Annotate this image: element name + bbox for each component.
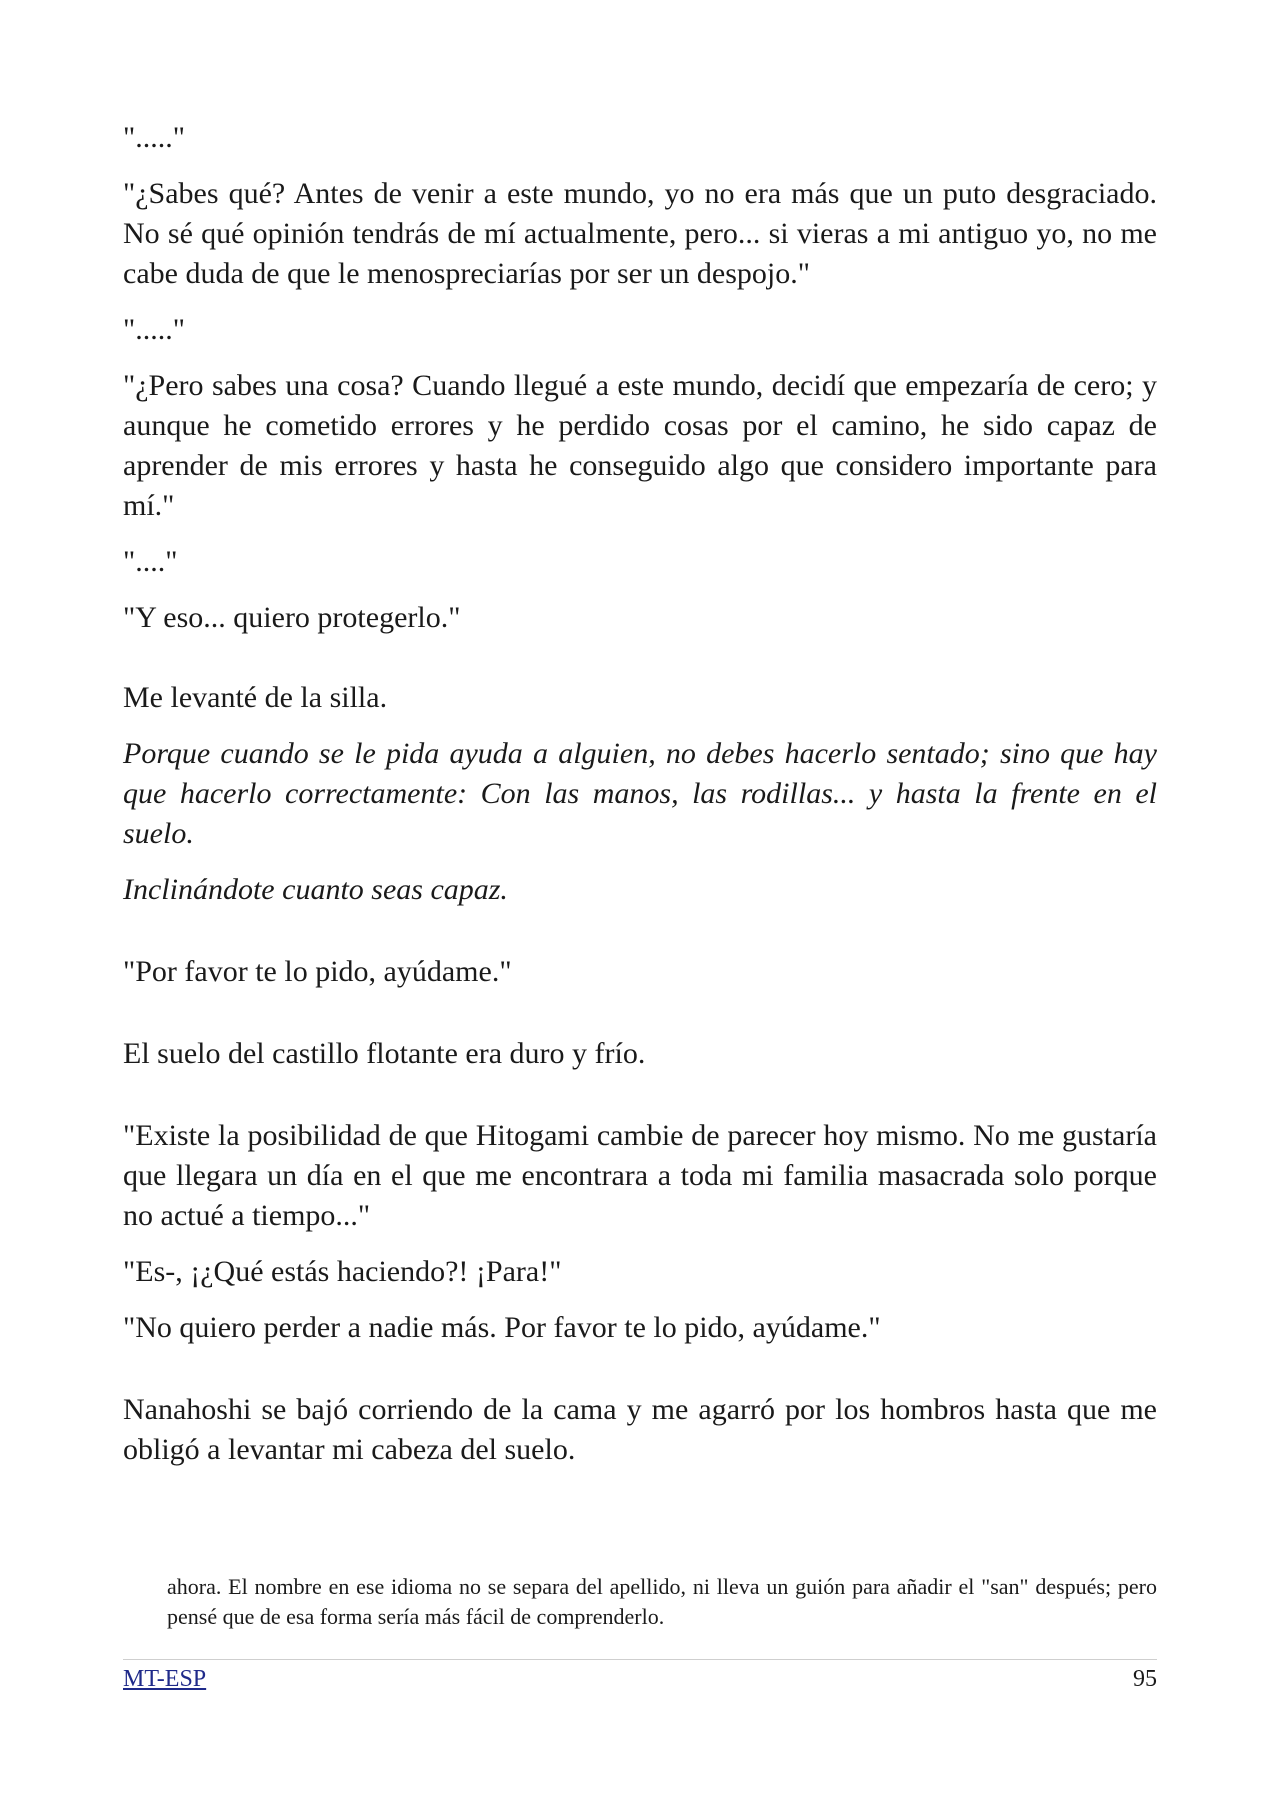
paragraph: Me levanté de la silla. bbox=[123, 681, 388, 714]
footnote: ahora. El nombre en ese idioma no se separa del apellido, ni lleva un guión para añadir el "san" después; pero pensé que de esa forma sería más fácil de comprenderlo. bbox=[167, 1574, 1157, 1629]
paragraph: Nanahoshi se bajó corriendo de la cama y me agarró por los hombros hasta que me obligó a levantar mi cabeza del suelo. bbox=[123, 1393, 1157, 1466]
paragraph: "...." bbox=[123, 545, 178, 578]
paragraph: "¿Sabes qué? Antes de venir a este mundo, yo no era más que un puto desgraciado. No sé qué opinión tendrás de mí actualmente, pero... si vieras a mi antiguo yo, no me cabe duda de que le menospreciarías por ser un despojo." bbox=[123, 177, 1157, 290]
paragraph-italic: Inclinándote cuanto seas capaz. bbox=[123, 873, 508, 906]
paragraph: "Existe la posibilidad de que Hitogami cambie de parecer hoy mismo. No me gustaría que llegara un día en el que me encontrara a toda mi familia masacrada solo porque no actué a tiempo..." bbox=[123, 1119, 1157, 1232]
footer-link[interactable]: MT-ESP bbox=[123, 1666, 207, 1692]
paragraph: "Es-, ¡¿Qué estás haciendo?! ¡Para!" bbox=[123, 1255, 562, 1288]
footer-divider bbox=[123, 1659, 1157, 1660]
paragraph-italic: Porque cuando se le pida ayuda a alguien, no debes hacerlo sentado; sino que hay que hacerlo correctamente: Con las manos, las rodillas... y hasta la frente en el suelo. bbox=[123, 737, 1157, 850]
paragraph: "¿Pero sabes una cosa? Cuando llegué a este mundo, decidí que empezaría de cero; y aunque he cometido errores y he perdido cosas por el camino, he sido capaz de aprender de mis errores y hasta he conseguido algo que considero importante para mí." bbox=[123, 369, 1157, 522]
paragraph: "....." bbox=[123, 313, 185, 346]
paragraph: "Y eso... quiero protegerlo." bbox=[123, 601, 461, 634]
paragraph: "Por favor te lo pido, ayúdame." bbox=[123, 955, 512, 988]
paragraph: "....." bbox=[123, 121, 185, 154]
page-number: 95 bbox=[1133, 1666, 1157, 1692]
body-text bbox=[123, 118, 1157, 1470]
paragraph: El suelo del castillo flotante era duro y frío. bbox=[123, 1037, 646, 1070]
paragraph: "No quiero perder a nadie más. Por favor te lo pido, ayúdame." bbox=[123, 1311, 881, 1344]
